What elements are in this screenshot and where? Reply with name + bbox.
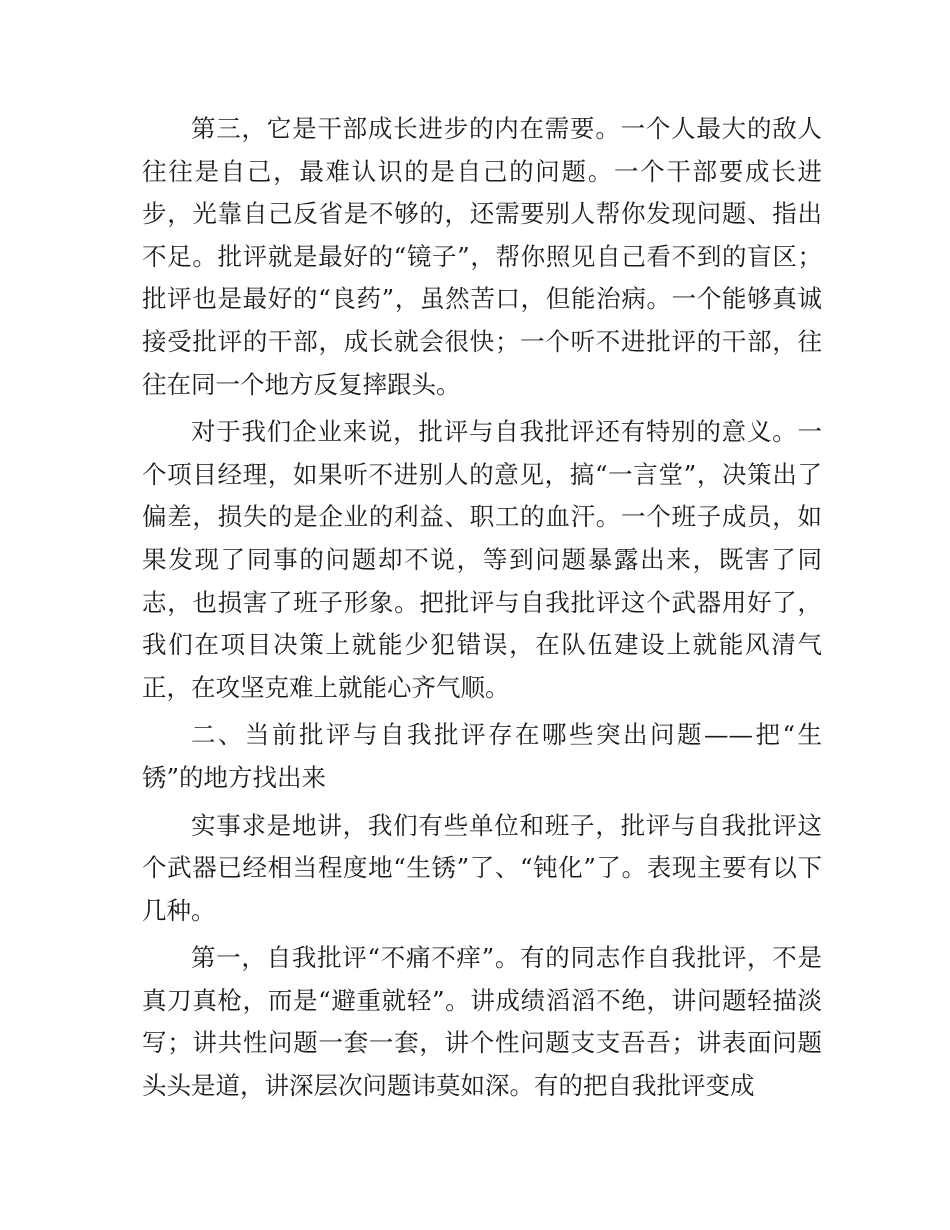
paragraph-third-point: 第三，它是干部成长进步的内在需要。一个人最大的敌人往往是自己，最难认识的是自己的问题。一个干部要成长进步，光靠自己反省是不够的，还需要别人帮你发现问题、指出不足。批评就是最好的“镜子”，帮你照见自己看不到的盲区；批评也是最好的“良药”，虽然苦口，但能治病。一个能够真诚接受批评的干部，成长就会很快；一个听不进批评的干部，往往在同一个地方反复摔跟头。 <box>142 114 822 399</box>
paragraph-first-problem: 第一，自我批评“不痛不痒”。有的同志作自我批评，不是真刀真枪，而是“避重就轻”。讲成绩滔滔不绝，讲问题轻描淡写；讲共性问题一套一套，讲个性问题支支吾吾；讲表面问题头头是道，讲深层次问题讳莫如深。有的把自我批评变成 <box>142 943 822 1101</box>
document-body <box>142 108 822 1108</box>
paragraph-current-situation: 实事求是地讲，我们有些单位和班子，批评与自我批评这个武器已经相当程度地“生锈”了、“钝化”了。表现主要有以下几种。 <box>142 810 822 925</box>
section-heading-two: 二、当前批评与自我批评存在哪些突出问题——把“生锈”的地方找出来 <box>142 720 822 792</box>
paragraph-enterprise-significance: 对于我们企业来说，批评与自我批评还有特别的意义。一个项目经理，如果听不进别人的意见，搞“一言堂”，决策出了偏差，损失的是企业的利益、职工的血汗。一个班子成员，如果发现了同事的问题却不说，等到问题暴露出来，既害了同志，也损害了班子形象。把批评与自我批评这个武器用好了，我们在项目决策上就能少犯错误，在队伍建设上就能风清气正，在攻坚克难上就能心齐气顺。 <box>142 417 822 702</box>
